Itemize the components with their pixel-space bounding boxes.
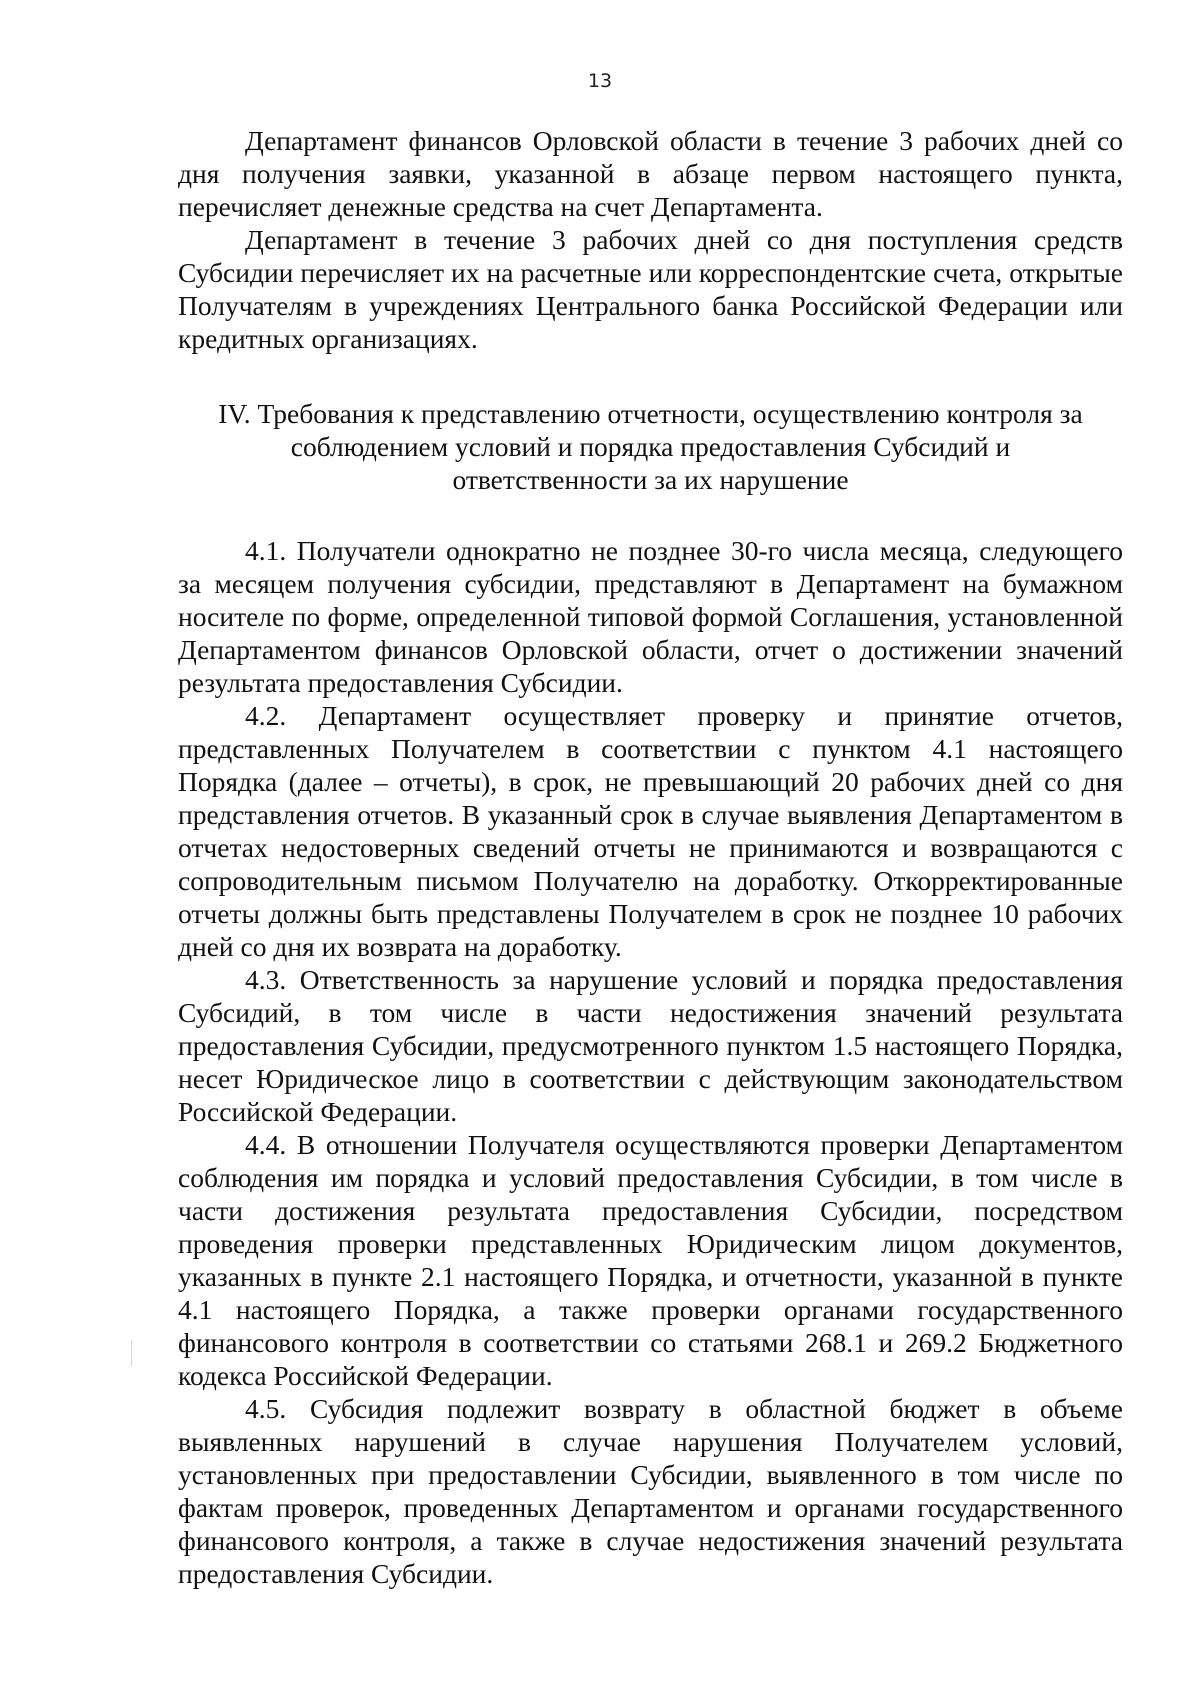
page-number: 13 (587, 70, 613, 92)
clause-4-1: 4.1. Получатели однократно не позднее 30-го числа месяца, следующего за месяцем получения субсидии, представляют в Департамент на бумажном носителе по форме, определенной типовой формой Соглашения, установленной Департаментом финансов Орловской области, отчет о достижении значений результата предоставления Субсидии. (178, 535, 1123, 698)
scan-artifact-line (131, 1340, 132, 1366)
paragraph-transfer-finance: Департамент финансов Орловской области в течение 3 рабочих дней со дня получения заявки, указанной в абзаце первом настоящего пункта, перечисляет денежные средства на счет Департамента. (178, 125, 1123, 222)
paragraph-transfer-recipients: Департамент в течение 3 рабочих дней со дня поступления средств Субсидии перечисляет их на расчетные или корреспондентские счета, открытые Получателям в учреждениях Центрального банка Российской Федерации или кредитных организациях. (178, 224, 1123, 354)
section-heading-line: IV. Требования к представлению отчетности, осуществлению контроля за (218, 398, 1083, 429)
section-heading-iv (178, 397, 1123, 496)
section-heading-line: ответственности за их нарушение (452, 464, 849, 495)
clause-4-3: 4.3. Ответственность за нарушение условий и порядка предоставления Субсидий, в том числе в части недостижения значений результата предоставления Субсидии, предусмотренного пунктом 1.5 настоящего Порядка, несет Юридическое лицо в соответствии с действующим законодательством Российской Федерации. (178, 964, 1123, 1127)
document-body (178, 124, 1123, 1590)
clause-4-2: 4.2. Департамент осуществляет проверку и принятие отчетов, представленных Получателем в соответствии с пунктом 4.1 настоящего Порядка (далее – отчеты), в срок, не превышающий 20 рабочих дней со дня представления отчетов. В указанный срок в случае выявления Департаментом в отчетах недостоверных сведений отчеты не принимаются и возвращаются с сопроводительным письмом Получателю на доработку. Откорректированные отчеты должны быть представлены Получателем в срок не позднее 10 рабочих дней со дня их возврата на доработку. (178, 700, 1123, 962)
section-heading-line: соблюдением условий и порядка предоставления Субсидий и (290, 431, 1011, 462)
clause-4-4: 4.4. В отношении Получателя осуществляются проверки Департаментом соблюдения им порядка и условий предоставления Субсидии, в том числе в части достижения результата предоставления Субсидии, посредством проведения проверки представленных Юридическим лицом документов, указанных в пункте 2.1 настоящего Порядка, и отчетности, указанной в пункте 4.1 настоящего Порядка, а также проверки органами государственного финансового контроля в соответствии со статьями 268.1 и 269.2 Бюджетного кодекса Российской Федерации. (178, 1129, 1123, 1391)
clause-4-5: 4.5. Субсидия подлежит возврату в областной бюджет в объеме выявленных нарушений в случае нарушения Получателем условий, установленных при предоставлении Субсидии, выявленного в том числе по фактам проверок, проведенных Департаментом и органами государственного финансового контроля, а также в случае недостижения значений результата предоставления Субсидии. (178, 1393, 1123, 1589)
